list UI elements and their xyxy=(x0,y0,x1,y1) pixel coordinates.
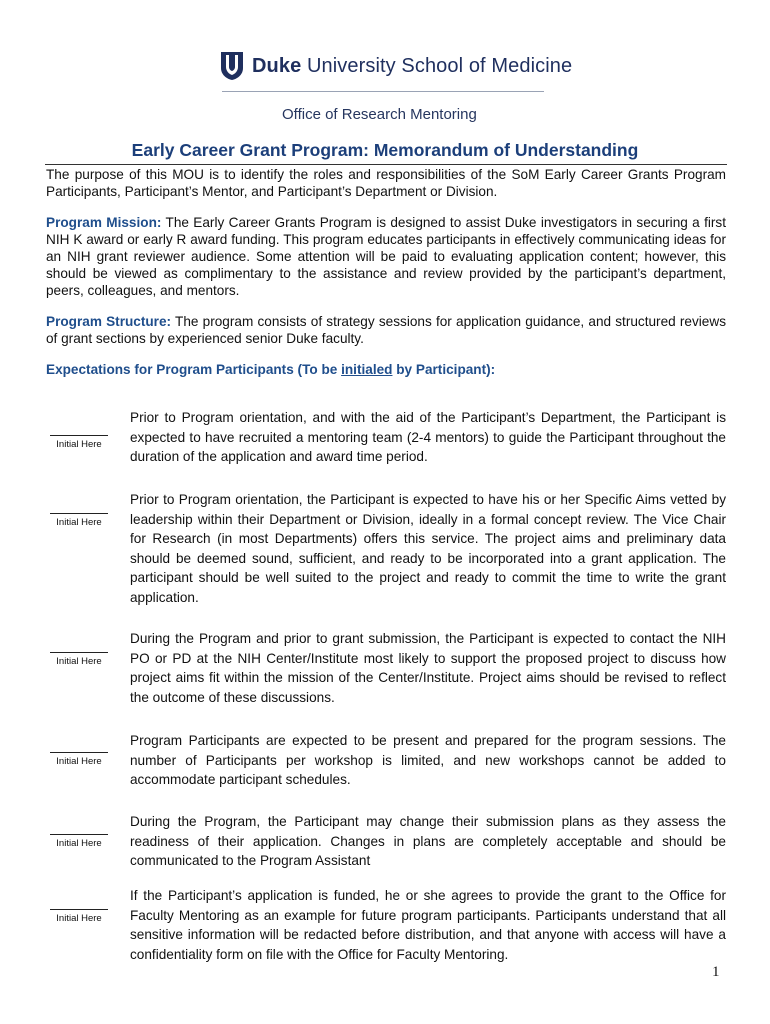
expectation-item: During the Program and prior to grant submission, the Participant is expected to contact the NIH PO or PD at the NIH Center/Institute most likely to support the proposed project to discuss how project aims fit within the mission of the Center/Institute. Project aims should be revised to reflect the outcome of these discussions. xyxy=(130,631,726,705)
expectations-heading-end: by Participant): xyxy=(392,362,496,377)
mission-paragraph xyxy=(46,214,726,299)
initial-label: Initial Here xyxy=(56,517,102,528)
duke-logo xyxy=(220,48,572,84)
mission-label: Program Mission: xyxy=(46,215,162,230)
initial-field[interactable] xyxy=(50,435,108,450)
structure-paragraph xyxy=(46,313,726,347)
page-number: 1 xyxy=(712,964,720,980)
expectations-heading xyxy=(46,362,495,377)
expectation-item: Program Participants are expected to be present and prepared for the program sessions. The number of Participants per workshop is limited, and new workshops cannot be added to accommodate participant schedules. xyxy=(130,733,726,787)
logo-bold-text: Duke xyxy=(252,54,302,77)
structure-text: The program consists of strategy sessions for application guidance, and structured reviews of grant sections by experienced senior Duke faculty. xyxy=(46,314,726,346)
expectation-item: During the Program, the Participant may change their submission plans as they assess the readiness of their application. Changes in plans are completely acceptable and should be communicated to the Program Assistant xyxy=(130,814,726,868)
initial-label: Initial Here xyxy=(56,913,102,924)
initial-label: Initial Here xyxy=(56,439,102,450)
initial-field[interactable] xyxy=(50,909,108,924)
header-divider xyxy=(222,91,544,92)
initial-field[interactable] xyxy=(50,652,108,667)
mission-text: The Early Career Grants Program is designed to assist Duke investigators in securing a first NIH K award or early R award funding. This program educates participants in effectively communicating ideas for an NIH grant reviewer audience. Some attention will be paid to evaluating application content; however, this should be viewed as complimentary to the assistance and review provided by the participant’s department, peers, colleagues, and mentors. xyxy=(46,215,726,298)
initial-field[interactable] xyxy=(50,752,108,767)
expectation-item: Prior to Program orientation, and with the aid of the Participant’s Department, the Participant is expected to have recruited a mentoring team (2-4 mentors) to guide the Participant throughout the duration of the application and award time period. xyxy=(130,410,726,464)
expectations-heading-underlined: initialed xyxy=(341,362,393,377)
expectation-item: Prior to Program orientation, the Participant is expected to have his or her Specific Aims vetted by leadership within their Department or Division, ideally in a formal concept review. The Vice Chair for Research (in most Departments) offers this service. The project aims and preliminary data should be deemed sound, sufficient, and ready to be incorporated into a grant application. The participant should be well suited to the project and ready to commit the time to write the grant application. xyxy=(130,492,726,605)
logo-text xyxy=(252,55,572,78)
expectations-heading-start: Expectations for Program Participants (To be xyxy=(46,362,342,377)
logo-rest-text: University School of Medicine xyxy=(301,54,573,77)
office-name: Office of Research Mentoring xyxy=(282,106,477,123)
initial-label: Initial Here xyxy=(56,756,102,767)
title-divider xyxy=(45,164,727,165)
page-title: Early Career Grant Program: Memorandum of Understanding xyxy=(131,140,639,160)
initial-label: Initial Here xyxy=(56,838,102,849)
initial-label: Initial Here xyxy=(56,656,102,667)
initial-field[interactable] xyxy=(50,513,108,528)
duke-shield-icon xyxy=(220,51,244,81)
initial-field[interactable] xyxy=(50,834,108,849)
expectation-item: If the Participant’s application is funded, he or she agrees to provide the grant to the Office for Faculty Mentoring as an example for future program participants. Participants understand that all sensitive information will be redacted before distribution, and that anyone with access will have a confidentiality form on file with the Office for Faculty Mentoring. xyxy=(130,888,726,962)
structure-label: Program Structure: xyxy=(46,314,172,329)
intro-paragraph: The purpose of this MOU is to identify the roles and responsibilities of the SoM Early Career Grants Program Participants, Participant’s Mentor, and Participant’s Department or Division. xyxy=(46,167,726,199)
